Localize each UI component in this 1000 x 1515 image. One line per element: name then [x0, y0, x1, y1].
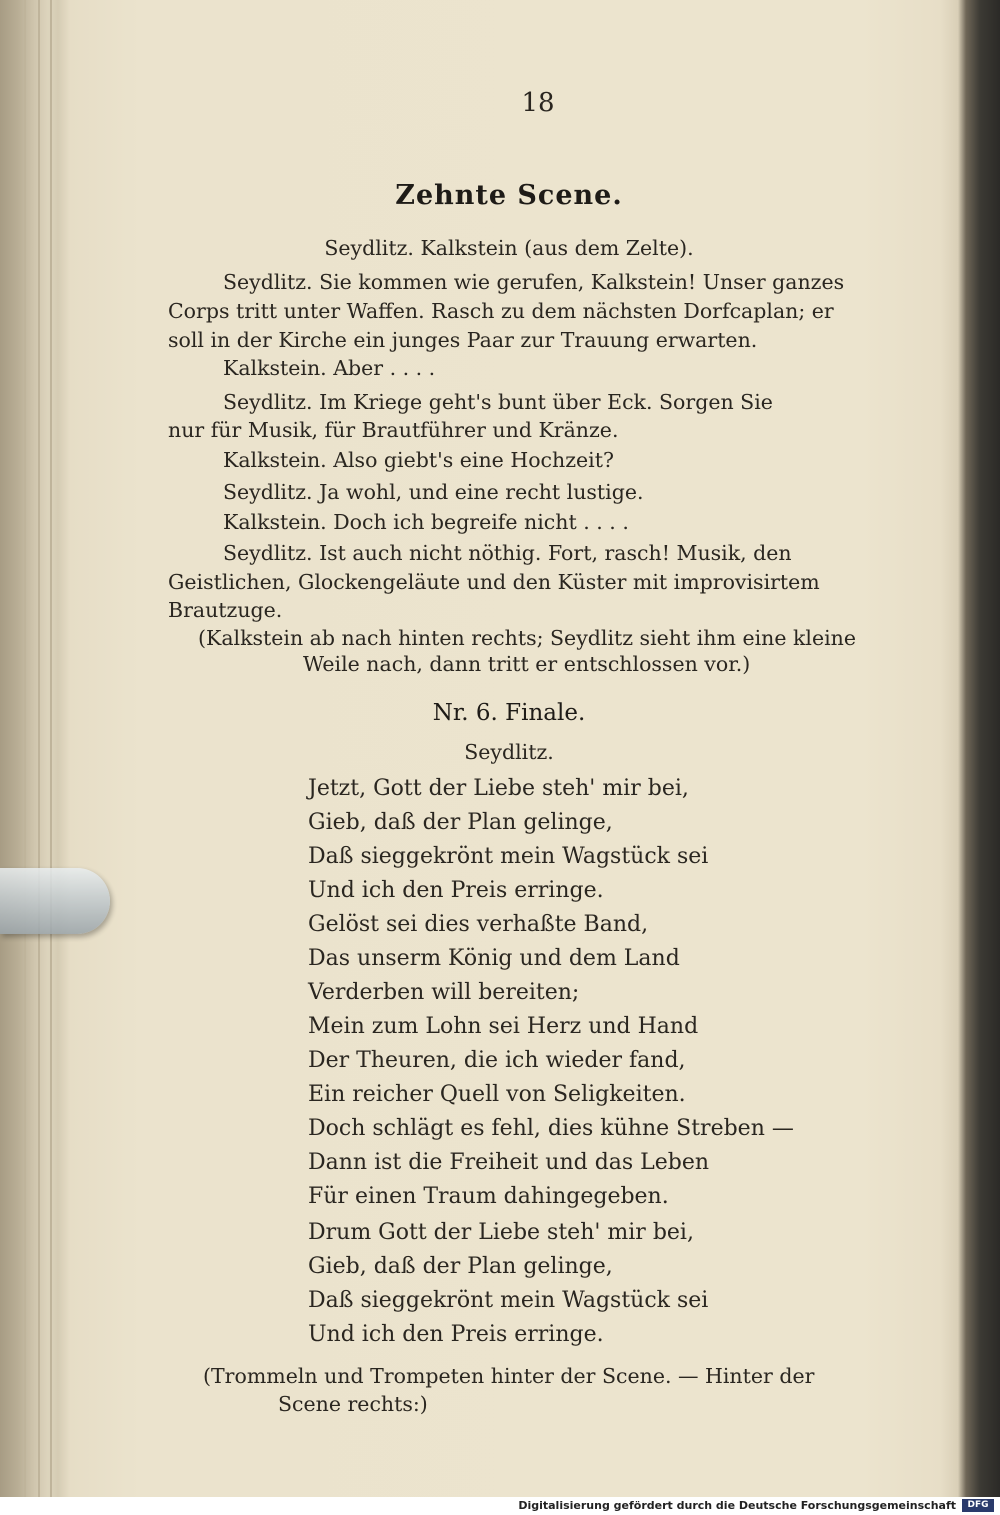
verse-line: Und ich den Preis erringe.: [308, 1322, 604, 1347]
page-tab-marker: [0, 868, 110, 934]
singer-name: Seydlitz.: [464, 740, 554, 764]
stage-direction-line: Weile nach, dann tritt er entschlossen vor.): [303, 652, 751, 676]
dialogue-line: Kalkstein. Also giebt's eine Hochzeit?: [223, 448, 614, 472]
verse-line: Gieb, daß der Plan gelinge,: [308, 810, 613, 835]
dialogue-line: Geistlichen, Glockengeläute und den Küster mit improvisirtem: [168, 570, 820, 594]
dialogue-line: Corps tritt unter Waffen. Rasch zu dem nächsten Dorfcaplan; er: [168, 299, 834, 323]
verse-line: Dann ist die Freiheit und das Leben: [308, 1150, 710, 1175]
verse-line: Daß sieggekrönt mein Wagstück sei: [308, 1288, 709, 1313]
verse-line: Verderben will bereiten;: [308, 980, 580, 1005]
page-edge: [50, 0, 52, 1497]
stage-direction-line: Scene rechts:): [278, 1392, 428, 1416]
verse-line: Gelöst sei dies verhaßte Band,: [308, 912, 649, 937]
verse-line: Gieb, daß der Plan gelinge,: [308, 1254, 613, 1279]
dialogue-line: Seydlitz. Ja wohl, und eine recht lustige.: [223, 480, 644, 504]
verse-line: Doch schlägt es fehl, dies kühne Streben —: [308, 1116, 794, 1141]
verse-line: Das unserm König und dem Land: [308, 946, 680, 971]
stage-direction-line: (Trommeln und Trompeten hinter der Scene. — Hinter der: [203, 1364, 815, 1388]
verse-line: Jetzt, Gott der Liebe steh' mir bei,: [308, 776, 689, 801]
verse-line: Drum Gott der Liebe steh' mir bei,: [308, 1220, 694, 1245]
verse-line: Für einen Traum dahingegeben.: [308, 1184, 669, 1209]
finale-heading: Nr. 6. Finale.: [432, 700, 586, 726]
dialogue-line: Kalkstein. Aber . . . .: [223, 356, 436, 380]
verse-line: Daß sieggekrönt mein Wagstück sei: [308, 844, 709, 869]
scene-title: Zehnte Scene.: [395, 180, 623, 211]
dfg-logo-icon: DFG: [962, 1499, 994, 1512]
dialogue-line: Kalkstein. Doch ich begreife nicht . . . .: [223, 510, 629, 534]
page-number: 18: [521, 88, 555, 118]
footer-bar: [0, 1497, 1000, 1515]
dialogue-line: Seydlitz. Sie kommen wie gerufen, Kalkstein! Unser ganzes: [223, 270, 845, 294]
dialogue-line: Seydlitz. Im Kriege geht's bunt über Eck. Sorgen Sie: [223, 390, 773, 414]
page-edge: [38, 0, 40, 1497]
dialogue-line: Seydlitz. Ist auch nicht nöthig. Fort, rasch! Musik, den: [223, 541, 792, 565]
verse-line: Mein zum Lohn sei Herz und Hand: [308, 1014, 699, 1039]
dialogue-line: nur für Musik, für Brautführer und Kränze.: [168, 418, 619, 442]
page-edge: [24, 0, 26, 1497]
footer-credit: Digitalisierung gefördert durch die Deutsche Forschungsgemeinschaft: [518, 1499, 956, 1512]
book-page: [58, 0, 960, 1497]
dialogue-line: Brautzuge.: [168, 598, 283, 622]
verse-line: Und ich den Preis erringe.: [308, 878, 604, 903]
cast-line: Seydlitz. Kalkstein (aus dem Zelte).: [324, 236, 694, 260]
verse-line: Ein reicher Quell von Seligkeiten.: [308, 1082, 686, 1107]
dialogue-line: soll in der Kirche ein junges Paar zur Trauung erwarten.: [168, 328, 758, 352]
stage-direction-line: (Kalkstein ab nach hinten rechts; Seydlitz sieht ihm eine kleine: [198, 626, 856, 650]
verse-line: Der Theuren, die ich wieder fand,: [308, 1048, 686, 1073]
